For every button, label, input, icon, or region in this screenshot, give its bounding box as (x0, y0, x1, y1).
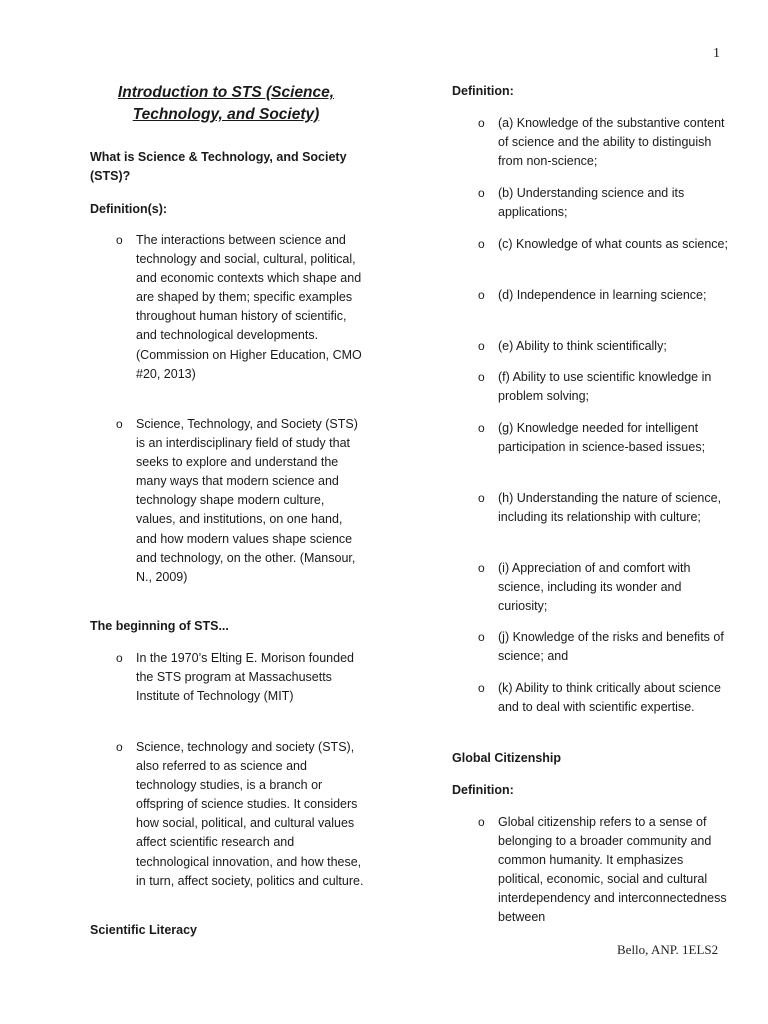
bullet-icon: o (478, 237, 485, 251)
bullet-icon: o (478, 421, 485, 435)
list-item-text: (f) Ability to use scientific knowledge in problem solving; (498, 370, 712, 404)
list-item-text: Global citizenship refers to a sense of belonging to a broader community and common humanity. It emphasizes political, economic, social and cultural interdependency and interconnectedness between (498, 815, 727, 925)
bullet-icon: o (478, 561, 485, 575)
definitions-heading: Definition(s): (90, 202, 168, 216)
list-item-text: (k) Ability to think critically about science and to deal with scientific expertise. (498, 681, 722, 715)
list-item-text: (d) Independence in learning science; (498, 288, 707, 302)
section-question: What is Science & Technology, and Society (STS)? (90, 150, 347, 183)
bullet-icon: o (478, 630, 485, 644)
list-item-text: The interactions between science and technology and social, cultural, political, and economic contexts which shape and are shaped by them; specific examples throughout human history of scientific, and technological developments. (Commission on Higher Education, CMO #20, 2013) (136, 233, 362, 381)
list-item-text: (b) Understanding science and its applications; (498, 186, 685, 220)
list-item-text: (e) Ability to think scientifically; (498, 339, 667, 353)
bullet-icon: o (478, 681, 485, 695)
footer-author: Bello, ANP. 1ELS2 (617, 942, 719, 957)
list-item-text: (j) Knowledge of the risks and benefits of science; and (498, 630, 724, 664)
bullet-icon: o (478, 370, 485, 384)
list-item-text: (c) Knowledge of what counts as science; (498, 237, 728, 251)
bullet-icon: o (478, 116, 485, 130)
bullet-icon: o (478, 288, 485, 302)
bullet-icon: o (478, 339, 485, 353)
bullet-icon: o (478, 186, 485, 200)
bullet-icon: o (116, 233, 123, 247)
bullet-icon: o (116, 740, 123, 754)
list-item-text: (a) Knowledge of the substantive content of science and the ability to distinguish from non-science; (498, 116, 725, 169)
global-citizenship-heading: Global Citizenship (452, 751, 562, 765)
document-title: Introduction to STS (Science, Technology, and Society) (117, 84, 335, 123)
bullet-icon: o (478, 491, 485, 505)
list-item-text: (i) Appreciation of and comfort with science, including its wonder and curiosity; (498, 561, 691, 614)
bullet-icon: o (116, 651, 123, 665)
beginning-heading: The beginning of STS... (90, 619, 229, 633)
list-item-text: Science, technology and society (STS), also referred to as science and technology studies, is a branch or offspring of science studies. It considers how social, political, and cultural values affect scientific research and technological innovation, and how these, in turn, affect society, politics and culture. (136, 740, 364, 888)
gc-definition-heading: Definition: (452, 783, 514, 797)
list-item-text: In the 1970’s Elting E. Morison founded the STS program at Massachusetts Institute of Technology (MIT) (136, 651, 354, 704)
bullet-icon: o (478, 815, 485, 829)
page-number: 1 (713, 46, 720, 61)
definition-heading: Definition: (452, 84, 514, 98)
list-item-text: (g) Knowledge needed for intelligent participation in science-based issues; (498, 421, 706, 455)
bullet-icon: o (116, 417, 123, 431)
list-item-text: Science, Technology, and Society (STS) is an interdisciplinary field of study that seeks to explore and understand the many ways that modern science and technology shape modern culture, values, and institutions, on one hand, and how modern values shape science and technology, on the other. (Mansour, N., 2009) (136, 417, 358, 584)
scientific-literacy-heading: Scientific Literacy (90, 923, 197, 937)
list-item-text: (h) Understanding the nature of science, including its relationship with culture; (498, 491, 722, 525)
